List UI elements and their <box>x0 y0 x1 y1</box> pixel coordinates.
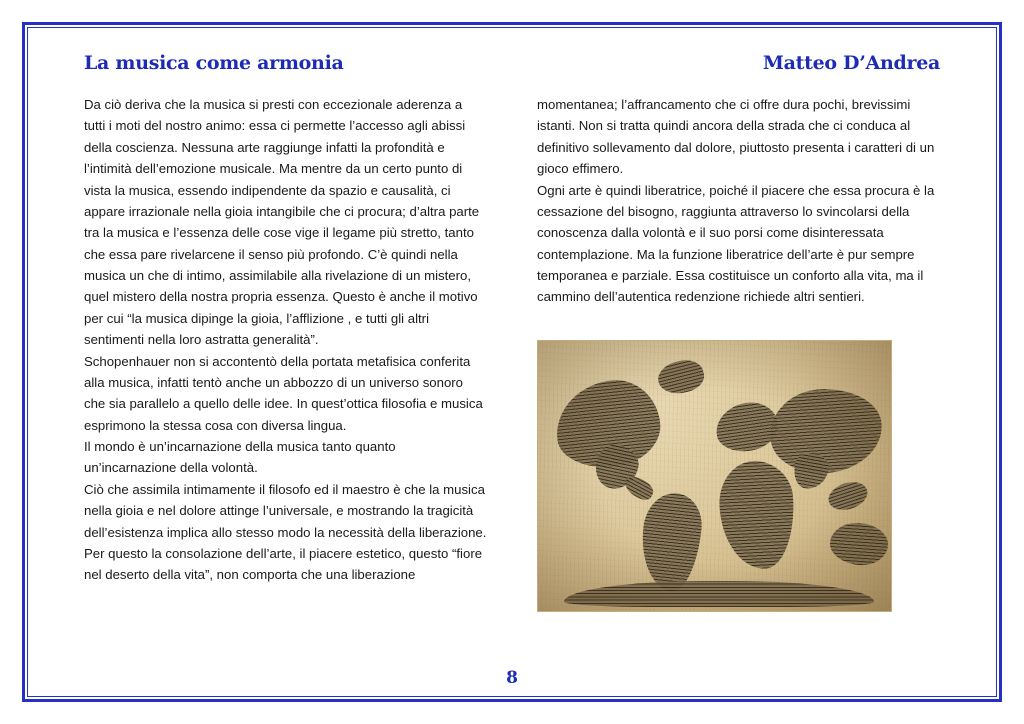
paragraph: Schopenhauer non si accontentò della portata metafisica conferita alla musica, infatti tentò anche un abbozzo di un universo sonoro che sia parallelo a quello delle idee. In quest’ottica filosofia e musica esprimono la stessa cosa con diversa lingua. <box>84 353 483 433</box>
right-column <box>537 94 940 612</box>
left-column <box>84 94 487 612</box>
paragraph: Da ciò deriva che la musica si presti con eccezionale aderenza a tutti i moti del nostro animo: essa ci permette l’accesso agli abissi della coscienza. Nessuna arte raggiunge infatti la profondità e l’intimità dell’emozione musicale. Ma mentre da un certo punto di vista la musica, essendo indipendente da spazio e causalità, ci appare irrazionale nella gioia intangibile che ci procura; d’altra parte tra la musica e l’essenza delle cose vige il legame più stretto, tanto che essa pare rivelarcene il senso più profondo. C’è quindi nella musica un che di intimo, assimilabile alla rivelazione di un mistero, quel mistero della nostra propria essenza. Questo è anche il motivo per cui “la musica dipinge la gioia, l’afflizione , e tutti gli altri sentimenti nella loro astratta generalità”. <box>84 97 480 348</box>
page-content <box>84 52 940 672</box>
text-columns <box>84 94 940 612</box>
paragraph: momentanea; l’affrancamento che ci offre dura pochi, brevissimi istanti. Non si tratta quindi ancora della strada che ci conduca al definitivo sollevamento dal dolore, piuttosto presenta i caratteri di un gioco effimero. <box>537 97 935 177</box>
world-map-sheet-music-image <box>537 340 892 612</box>
paper-vignette <box>538 341 891 611</box>
paragraph: Ogni arte è quindi liberatrice, poiché il piacere che essa procura è la cessazione del bisogno, raggiunta attraverso lo svincolarsi della conoscenza dalla volontà e il suo porsi come disinteressata contemplazione. Ma la funzione liberatrice dell’arte è pur sempre temporanea e parziale. Essa costituisce un conforto alla vita, ma il cammino dell’autentica redenzione richiede altri sentieri. <box>537 182 935 305</box>
page-header <box>84 52 940 74</box>
page-title: La musica come armonia <box>84 52 344 74</box>
author-name: Matteo D’Andrea <box>762 52 940 74</box>
paragraph: Il mondo è un’incarnazione della musica tanto quanto un’incarnazione della volontà. <box>84 439 396 476</box>
page-number: 8 <box>506 668 518 688</box>
paragraph: Ciò che assimila intimamente il filosofo ed il maestro è che la musica nella gioia e nel dolore attinge l’universale, e mostrando la tragicità dell’esistenza implica allo stesso modo la necessità della liberazione. <box>84 481 487 540</box>
paragraph: Per questo la consolazione dell’arte, il piacere estetico, questo “fiore nel deserto della vita”, non comporta che una liberazione <box>84 545 483 583</box>
